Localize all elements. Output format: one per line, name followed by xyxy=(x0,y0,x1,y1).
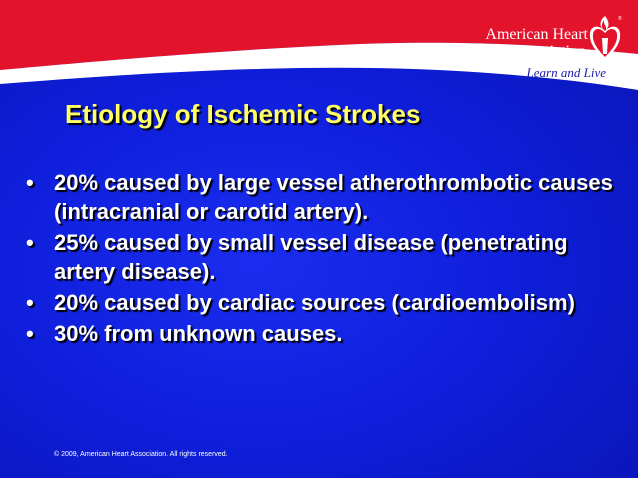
copyright-footer: © 2009, American Heart Association. All rights reserved. xyxy=(54,451,228,458)
bullet-item xyxy=(22,228,622,286)
bullet-text: 20% caused by cardiac sources (cardioembolism) xyxy=(54,290,575,315)
bullet-text: 20% caused by large vessel atherothrombotic causes (intracranial or carotid artery). xyxy=(54,170,613,224)
bullet-text: 25% caused by small vessel disease (penetrating artery disease). xyxy=(54,230,568,284)
bullet-dot: • xyxy=(26,290,34,315)
bullet-item xyxy=(22,168,622,226)
heart-torch-icon xyxy=(588,14,622,62)
bullet-dot: • xyxy=(26,170,34,195)
bullet-dot: • xyxy=(26,230,34,255)
bullet-dot: • xyxy=(26,321,34,346)
bullet-text: 30% from unknown causes. xyxy=(54,321,343,346)
bullet-item xyxy=(22,319,622,348)
bullet-item xyxy=(22,288,622,317)
brand-name-line1: American Heart xyxy=(485,26,588,43)
brand-name xyxy=(448,26,588,60)
bullet-list xyxy=(22,168,622,350)
brand-name-line2: Association xyxy=(510,43,586,60)
brand-tagline: Learn and Live xyxy=(526,65,606,80)
header-banner xyxy=(0,0,638,92)
slide-title: Etiology of Ischemic Strokes xyxy=(65,99,421,129)
registered-mark: ® xyxy=(618,16,622,22)
